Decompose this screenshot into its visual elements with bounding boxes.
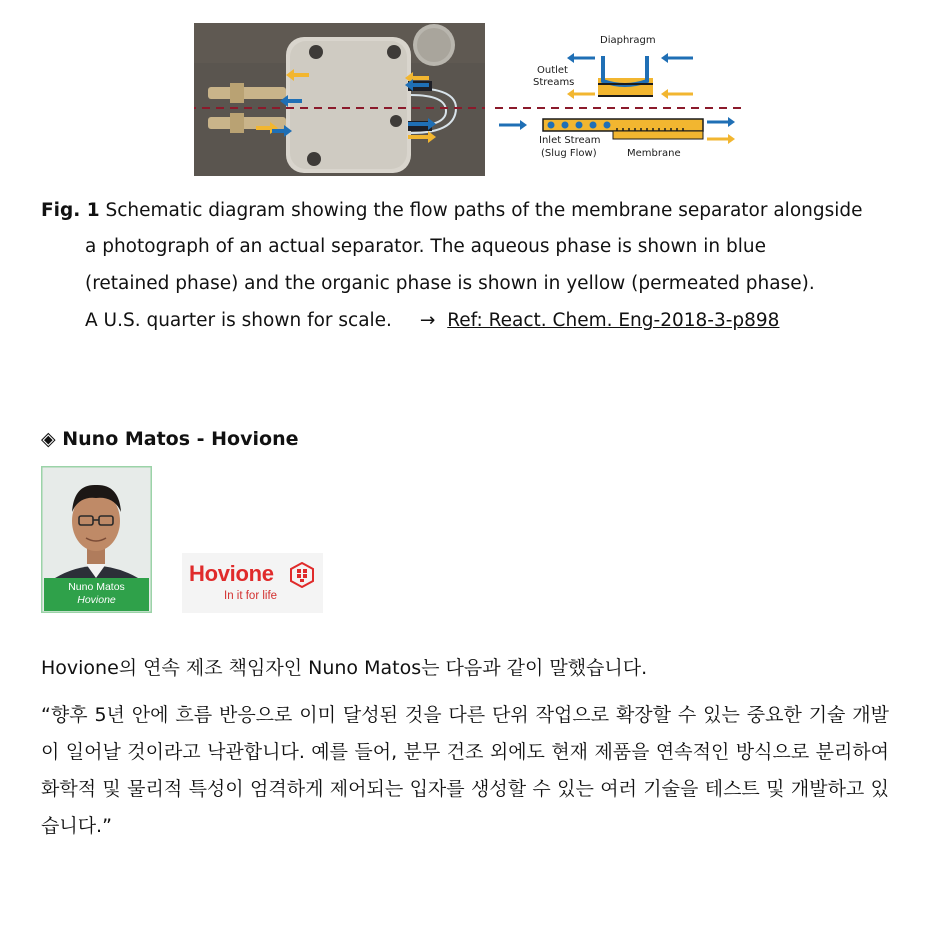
separator-photo — [194, 23, 485, 176]
yellow-arrow-icon — [567, 89, 595, 99]
portrait-caption — [44, 578, 149, 611]
blue-arrow-icon — [567, 53, 595, 63]
membrane-label: Membrane — [627, 148, 681, 159]
portrait-role: Hovione — [77, 594, 116, 606]
diaphragm-label: Diaphragm — [600, 35, 656, 46]
hovione-logo — [182, 553, 323, 613]
caption-line-3: (retained phase) and the organic phase is shown in yellow (permeated phase). — [85, 273, 815, 294]
caption-line-4 — [85, 310, 779, 332]
logo-tagline: In it for life — [224, 590, 278, 602]
blue-arrow-icon — [499, 120, 527, 130]
outlet-label-line2: Streams — [533, 77, 575, 88]
section-heading — [41, 428, 298, 450]
yellow-arrow-icon — [707, 134, 735, 144]
diaphragm-shape — [598, 56, 653, 97]
caption-line-2: a photograph of an actual separator. The aqueous phase is shown in blue — [85, 236, 766, 257]
hovione-hexagon-icon — [290, 562, 314, 588]
section-title-text: Nuno Matos - Hovione — [62, 428, 299, 450]
portrait-photo — [41, 466, 152, 613]
logo-wordmark: Hovione — [189, 561, 274, 586]
caption-line-1 — [41, 200, 863, 222]
inlet-label-line1: Inlet Stream — [539, 135, 601, 146]
figure-number: Fig. 1 — [41, 200, 100, 221]
blue-arrow-icon — [707, 117, 735, 127]
blue-arrow-icon — [661, 53, 693, 63]
quote-paragraph: “향후 5년 안에 흐름 반응으로 이미 달성된 것을 다른 단위 작업으로 확장할 수 있는 중요한 기술 개발이 일어날 것이라고 낙관합니다. 예를 들어, 분무 건조 외에도 현재 제품을 연속적인 방식으로 분리하여 화학적 및 물리적 특성이 엄격하게 제어되는 입자를 생성할 수 있는 여러 기술을 테스트 및 개발하고 있습니다.” — [41, 704, 890, 837]
portrait-name: Nuno Matos — [68, 581, 125, 593]
reference-link[interactable]: Ref: React. Chem. Eng-2018-3-p898 — [447, 310, 780, 331]
intro-paragraph: Hovione의 연속 제조 책임자인 Nuno Matos는 다음과 같이 말했습니다. — [41, 657, 648, 679]
inlet-label-line2: (Slug Flow) — [541, 148, 597, 159]
flow-schematic — [495, 23, 745, 178]
arrow-right-icon: → — [419, 310, 436, 331]
yellow-arrow-icon — [661, 89, 693, 99]
diamond-marker-icon: ◈ — [41, 428, 56, 450]
caption-text: A U.S. quarter is shown for scale. — [85, 310, 392, 331]
outlet-label-line1: Outlet — [537, 65, 568, 76]
caption-text: Schematic diagram showing the flow paths of the membrane separator alongside — [105, 200, 863, 221]
